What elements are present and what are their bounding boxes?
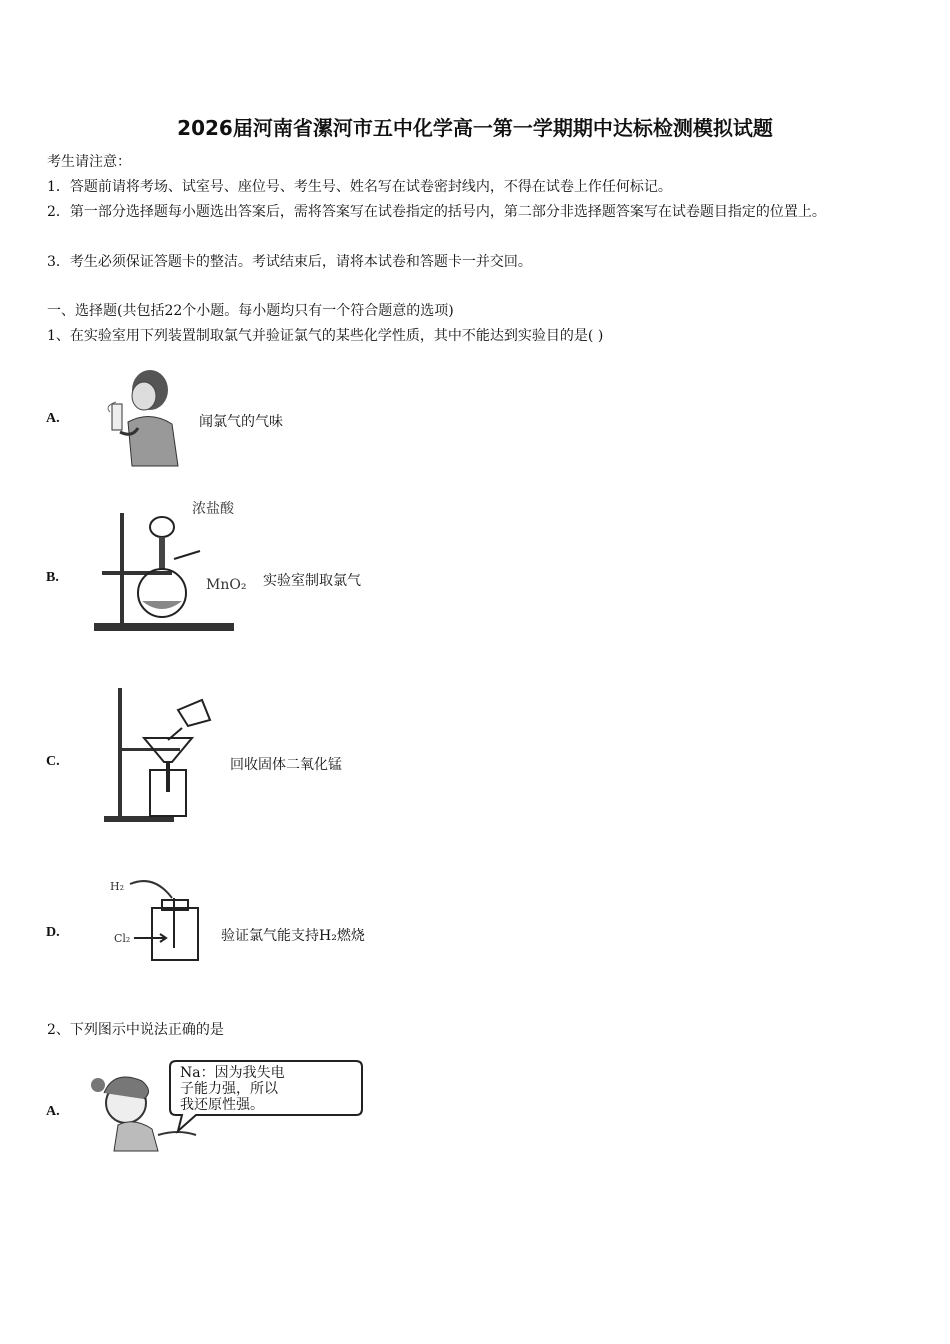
filtration-apparatus bbox=[92, 680, 222, 830]
notice-heading: 考生请注意： bbox=[47, 154, 131, 170]
d-label-cl2: Cl₂ bbox=[114, 932, 131, 945]
section-heading: 一、选择题(共包括22个小题。每小题均只有一个符合题意的选项) bbox=[47, 303, 454, 319]
page-title: 2026届河南省漯河市五中化学高一第一学期期中达标检测模拟试题 bbox=[177, 116, 773, 140]
q1-option-c-text: 回收固体二氧化锰 bbox=[230, 757, 342, 773]
b-label-mno2: MnO₂ bbox=[206, 577, 247, 593]
notice-item-2: 2．第一部分选择题每小题选出答案后，需将答案写在试卷指定的括号内，第二部分非选择题答案写在试卷题目指定的位置上。 bbox=[47, 204, 826, 220]
question-2-stem: 2、下列图示中说法正确的是 bbox=[47, 1022, 224, 1038]
q1-option-c-letter: C. bbox=[46, 754, 60, 769]
speech-line-1: Na：因为我失电 bbox=[180, 1065, 285, 1081]
chlorine-generator-apparatus bbox=[82, 493, 262, 643]
notice-item-3: 3．考生必须保证答题卡的整洁。考试结束后，请将本试卷和答题卡一并交回。 bbox=[47, 254, 532, 270]
girl-speech-figure bbox=[78, 1055, 368, 1155]
speech-line-3: 我还原性强。 bbox=[180, 1097, 264, 1113]
speech-line-2: 子能力强，所以 bbox=[180, 1081, 278, 1097]
q2-option-a-letter: A. bbox=[46, 1104, 60, 1119]
q1-option-b-text: 实验室制取氯气 bbox=[263, 573, 361, 589]
d-label-h2: H₂ bbox=[110, 880, 125, 893]
question-1-stem: 1、在实验室用下列装置制取氯气并验证氯气的某些化学性质，其中不能达到实验目的是( ) bbox=[47, 328, 604, 344]
smelling-person-figure bbox=[92, 362, 192, 472]
q1-option-a-text: 闻氯气的气味 bbox=[199, 414, 283, 430]
q1-option-a-letter: A. bbox=[46, 411, 60, 426]
q1-option-d-letter: D. bbox=[46, 925, 60, 940]
q1-option-d-text: 验证氯气能支持H₂燃烧 bbox=[221, 928, 365, 944]
hydrogen-combustion-apparatus bbox=[100, 868, 220, 978]
b-label-hcl: 浓盐酸 bbox=[192, 501, 234, 517]
q1-option-b-letter: B. bbox=[46, 570, 59, 585]
notice-item-1: 1．答题前请将考场、试室号、座位号、考生号、姓名写在试卷密封线内，不得在试卷上作任何标记。 bbox=[47, 179, 672, 195]
